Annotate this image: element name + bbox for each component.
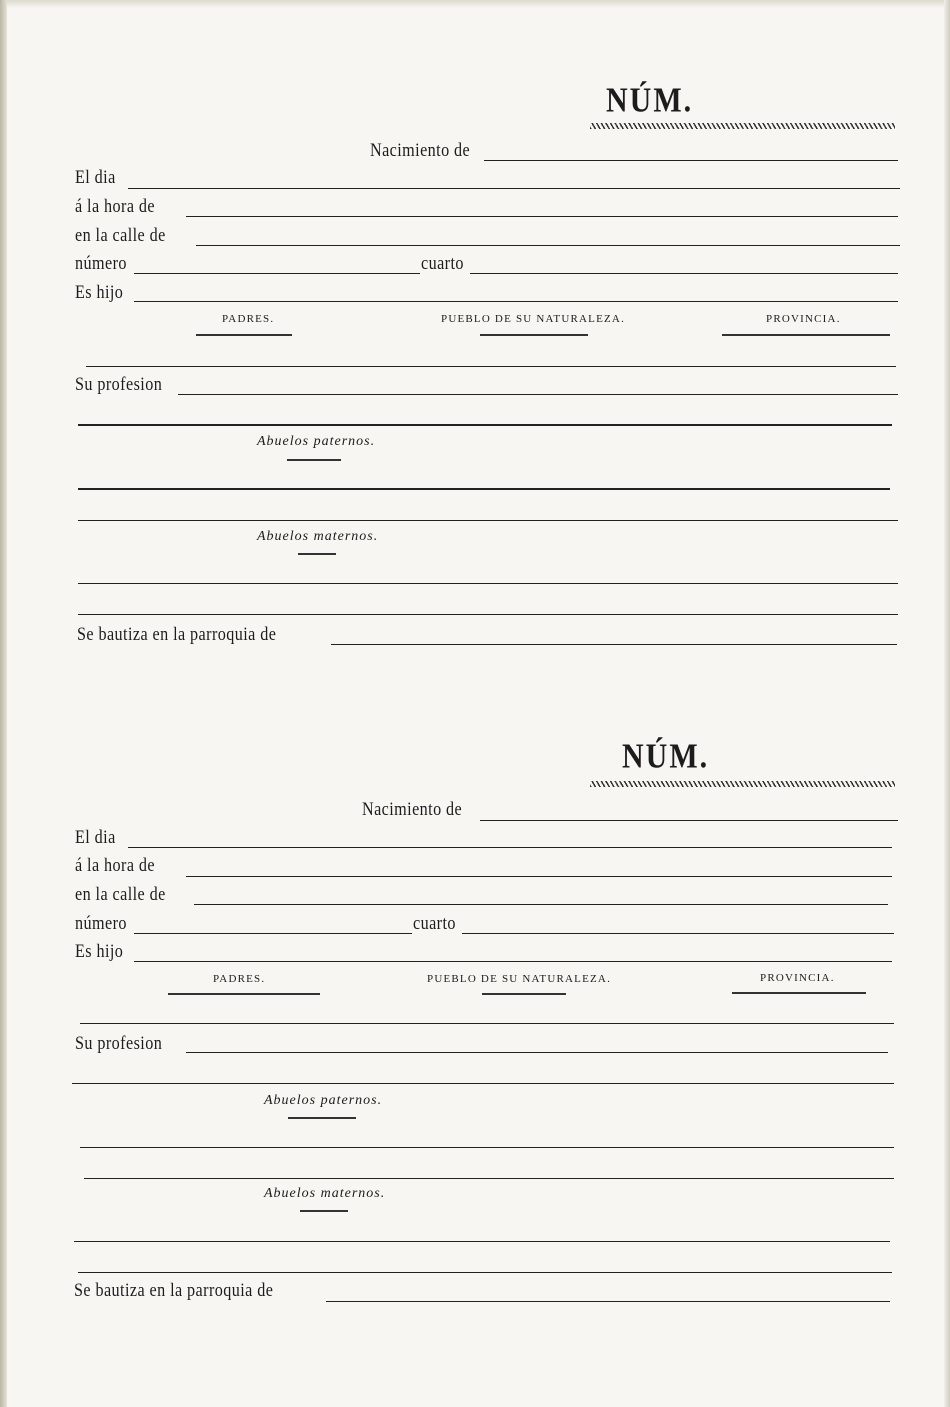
numero-field[interactable] (134, 273, 420, 274)
column-padres: PADRES. (222, 313, 275, 325)
hora-field[interactable] (186, 876, 892, 877)
profesion-field[interactable] (186, 1052, 888, 1053)
hijo-field[interactable] (134, 301, 898, 302)
abuelos-paternos-line-2[interactable] (78, 520, 898, 521)
padres-line[interactable] (86, 366, 896, 367)
page-edge-right (944, 0, 950, 1407)
column-pueblo: PUEBLO DE SU NATURALEZA. (427, 973, 612, 985)
abuelos-paternos-line-2[interactable] (84, 1178, 894, 1179)
cuarto-field[interactable] (462, 933, 894, 934)
hora-field[interactable] (186, 216, 898, 217)
parroquia-label: Se bautiza en la parroquia de (74, 1280, 274, 1301)
abuelos-maternos-underline (300, 1210, 348, 1212)
abuelos-maternos-underline (298, 553, 336, 555)
record-number-field[interactable] (590, 123, 895, 129)
abuelos-paternos-underline (288, 1117, 356, 1119)
hijo-label: Es hijo (75, 941, 124, 962)
column-padres: PADRES. (213, 973, 266, 985)
dia-label: El dia (75, 827, 116, 848)
page-edge-top (0, 0, 950, 8)
abuelos-maternos-label: Abuelos maternos. (257, 529, 379, 544)
abuelos-maternos-line-2[interactable] (78, 614, 898, 615)
hora-label: á la hora de (75, 196, 155, 217)
abuelos-maternos-line-1[interactable] (74, 1241, 890, 1242)
abuelos-paternos-line-1[interactable] (80, 1147, 894, 1148)
abuelos-paternos-label: Abuelos paternos. (257, 434, 376, 449)
hora-label: á la hora de (75, 855, 155, 876)
abuelos-paternos-line-1[interactable] (78, 488, 890, 490)
calle-label: en la calle de (75, 884, 166, 905)
column-provincia: PROVINCIA. (766, 313, 841, 325)
record-number-field[interactable] (590, 781, 895, 787)
dia-field[interactable] (128, 188, 900, 189)
cuarto-label: cuarto (413, 913, 456, 934)
cuarto-field[interactable] (470, 273, 898, 274)
profesion-line-2[interactable] (72, 1083, 894, 1084)
page-edge-left (0, 0, 7, 1407)
column-padres-underline (168, 993, 320, 995)
nacimiento-field[interactable] (484, 160, 898, 161)
column-pueblo-underline (480, 334, 588, 336)
abuelos-maternos-line-2[interactable] (78, 1272, 892, 1273)
nacimiento-field[interactable] (480, 820, 898, 821)
hijo-label: Es hijo (75, 282, 124, 303)
abuelos-paternos-label: Abuelos paternos. (264, 1093, 383, 1108)
profesion-label: Su profesion (75, 374, 163, 395)
column-provincia: PROVINCIA. (760, 972, 835, 984)
profesion-field[interactable] (178, 394, 898, 395)
nacimiento-label: Nacimiento de (362, 799, 463, 820)
column-pueblo: PUEBLO DE SU NATURALEZA. (441, 313, 626, 325)
calle-label: en la calle de (75, 225, 166, 246)
profesion-line-2[interactable] (78, 424, 892, 426)
column-provincia-underline (732, 992, 866, 994)
parroquia-field[interactable] (326, 1301, 890, 1302)
hijo-field[interactable] (134, 961, 892, 962)
parroquia-label: Se bautiza en la parroquia de (77, 624, 277, 645)
column-provincia-underline (722, 334, 890, 336)
calle-field[interactable] (196, 245, 900, 246)
column-pueblo-underline (482, 993, 566, 995)
numero-label: número (75, 253, 127, 274)
cuarto-label: cuarto (421, 253, 464, 274)
parroquia-field[interactable] (331, 644, 897, 645)
record-number-label: NÚM. (622, 737, 710, 776)
record-number-label: NÚM. (606, 81, 694, 120)
abuelos-maternos-label: Abuelos maternos. (264, 1186, 386, 1201)
profesion-label: Su profesion (75, 1033, 163, 1054)
abuelos-paternos-underline (287, 459, 341, 461)
numero-label: número (75, 913, 127, 934)
calle-field[interactable] (194, 904, 888, 905)
numero-field[interactable] (134, 933, 412, 934)
nacimiento-label: Nacimiento de (370, 140, 471, 161)
abuelos-maternos-line-1[interactable] (78, 583, 898, 584)
dia-field[interactable] (128, 847, 892, 848)
dia-label: El dia (75, 167, 116, 188)
column-padres-underline (196, 334, 292, 336)
padres-line[interactable] (80, 1023, 894, 1024)
